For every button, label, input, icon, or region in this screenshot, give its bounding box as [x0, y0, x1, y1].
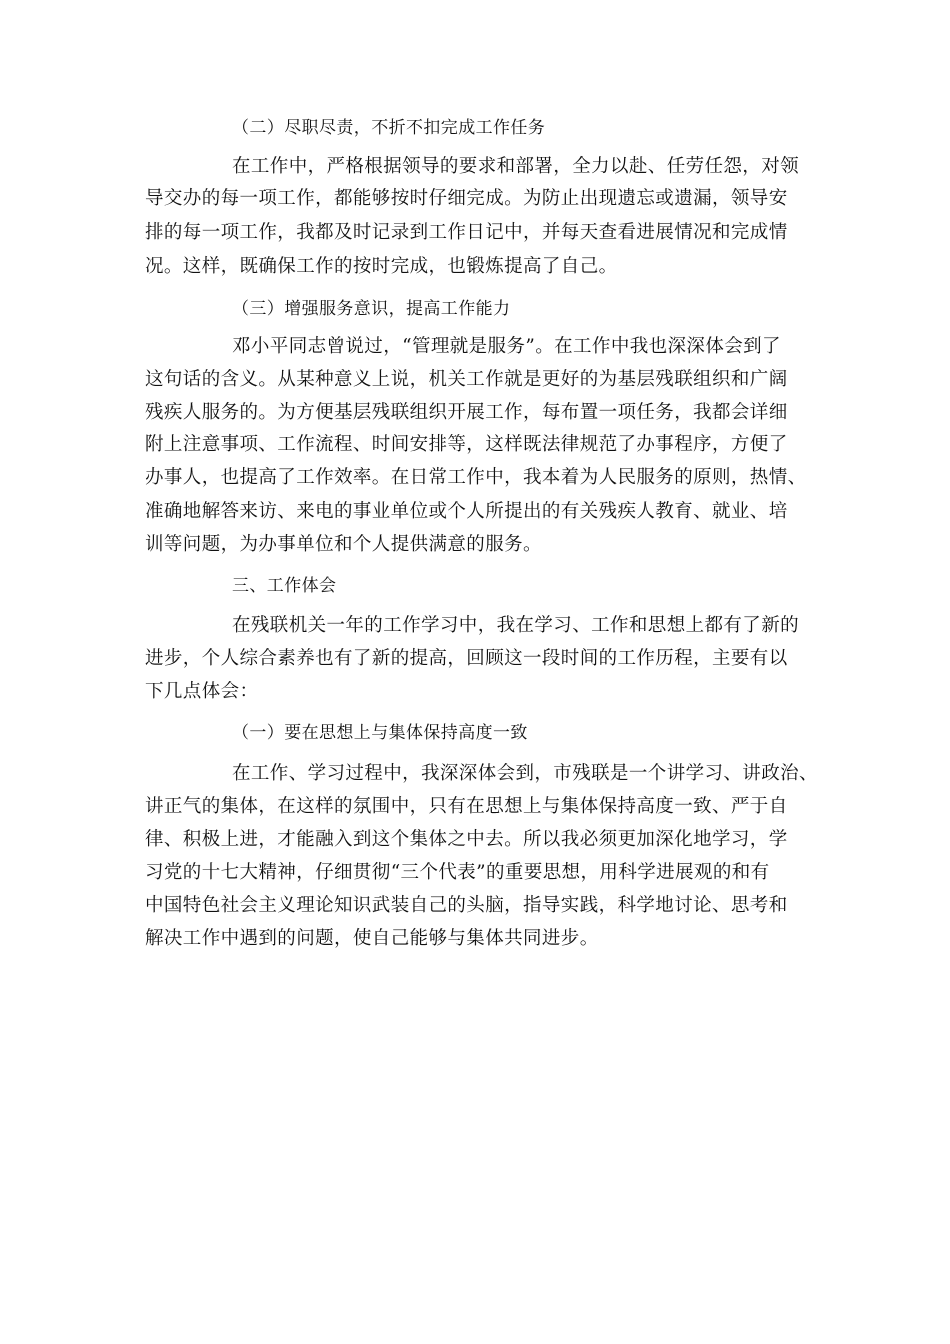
paragraph-line: 中国特色社会主义理论知识武装自己的头脑，指导实践，科学地讨论、思考和 — [145, 895, 788, 916]
paragraph-line: 律、积极上进，才能融入到这个集体之中去。所以我必须更加深化地学习，学 — [145, 829, 788, 850]
paragraph-line: 下几点体会： — [145, 681, 259, 702]
paragraph-line: 进步，个人综合素养也有了新的提高，回顾这一段时间的工作历程，主要有以 — [145, 648, 788, 669]
paragraph-line: 训等问题，为办事单位和个人提供满意的服务。 — [145, 534, 542, 555]
subheading-two: （二）尽职尽责，不折不扣完成工作任务 — [232, 118, 546, 138]
section-title: 三、工作体会 — [232, 576, 337, 596]
paragraph-line: 在残联机关一年的工作学习中，我在学习、工作和思想上都有了新的 — [232, 615, 800, 636]
paragraph-line: 讲正气的集体，在这样的氛围中，只有在思想上与集体保持高度一致、严于自 — [145, 796, 788, 817]
subheading-one: （一）要在思想上与集体保持高度一致 — [232, 723, 528, 743]
paragraph-line: 这句话的含义。从某种意义上说，机关工作就是更好的为基层残联组织和广阔 — [145, 369, 788, 390]
paragraph-line: 附上注意事项、工作流程、时间安排等，这样既法律规范了办事程序，方便了 — [145, 434, 788, 455]
paragraph-line: 况。这样，既确保工作的按时完成，也锻炼提高了自己。 — [145, 256, 618, 277]
paragraph-line: 办事人，也提高了工作效率。在日常工作中，我本着为人民服务的原则，热情、 — [145, 467, 807, 488]
subheading-three: （三）增强服务意识，提高工作能力 — [232, 299, 511, 319]
paragraph-line: 在工作、学习过程中，我深深体会到，市残联是一个讲学习、讲政治、 — [232, 763, 818, 784]
paragraph-line: 解决工作中遇到的问题，使自己能够与集体共同进步。 — [145, 928, 599, 949]
paragraph-line: 在工作中，严格根据领导的要求和部署，全力以赴、任劳任怨，对领 — [232, 156, 800, 177]
paragraph-line: 准确地解答来访、来电的事业单位或个人所提出的有关残疾人教育、就业、培 — [145, 501, 788, 522]
paragraph-line: 导交办的每一项工作，都能够按时仔细完成。为防止出现遗忘或遗漏，领导安 — [145, 188, 788, 209]
paragraph-line: 邓小平同志曾说过，“管理就是服务”。在工作中我也深深体会到了 — [232, 336, 781, 357]
paragraph-line: 残疾人服务的。为方便基层残联组织开展工作，每布置一项任务，我都会详细 — [145, 402, 788, 423]
paragraph-line: 习党的十七大精神，仔细贯彻“三个代表”的重要思想，用科学进展观的和有 — [145, 862, 770, 883]
paragraph-line: 排的每一项工作，我都及时记录到工作日记中，并每天查看进展情况和完成情 — [145, 222, 788, 243]
